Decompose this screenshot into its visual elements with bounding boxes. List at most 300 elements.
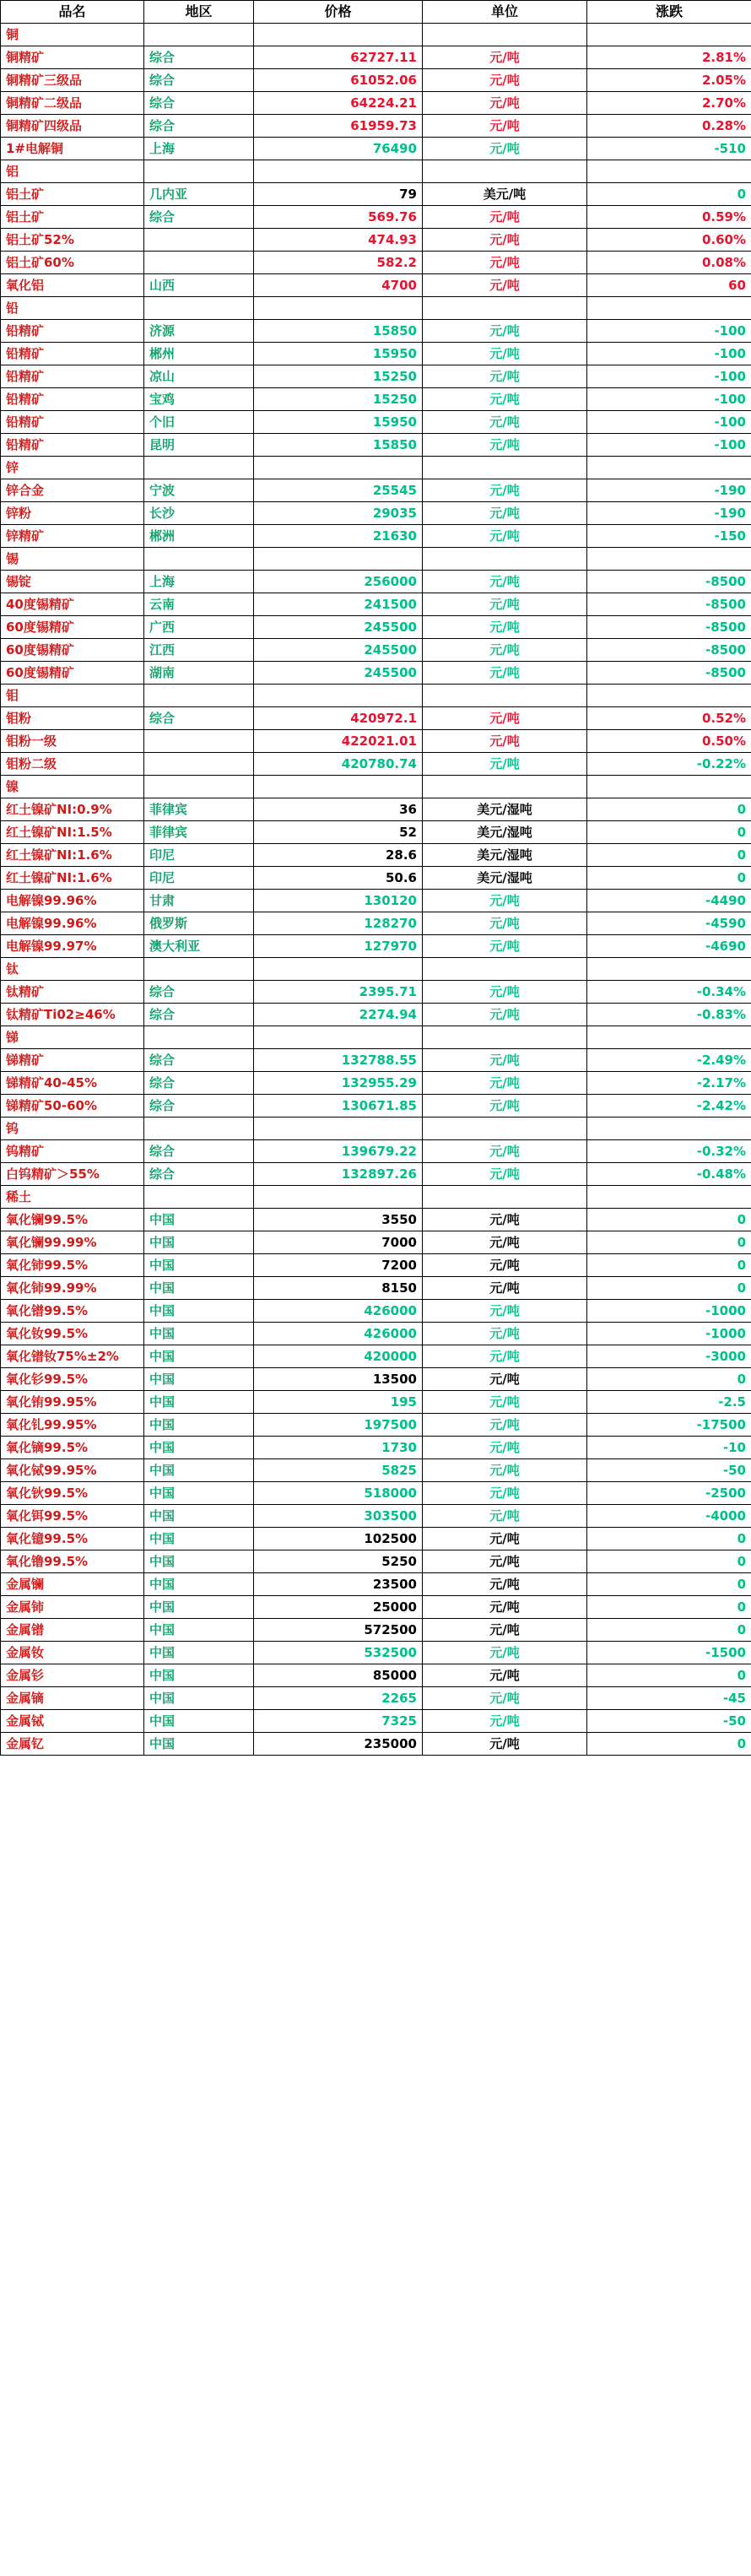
cell-region: 宝鸡 (144, 388, 254, 411)
table-row (1, 935, 751, 958)
cell-price: 2274.94 (254, 1004, 423, 1026)
cell-change: 0.52% (587, 707, 751, 730)
table-row (1, 707, 751, 730)
cell-change: -2.5 (587, 1391, 751, 1414)
cell-unit: 元/吨 (423, 1231, 587, 1254)
cell-product-name: 钼粉 (1, 707, 144, 730)
cell-unit: 元/吨 (423, 1163, 587, 1186)
cell-unit: 元/吨 (423, 274, 587, 297)
group-label: 铝 (1, 160, 144, 183)
cell-change: -4490 (587, 890, 751, 912)
cell-price: 420000 (254, 1345, 423, 1368)
table-row (1, 821, 751, 844)
cell-product-name: 金属钕 (1, 1642, 144, 1664)
cell-region: 综合 (144, 1163, 254, 1186)
table-row (1, 1345, 751, 1368)
table-row (1, 912, 751, 935)
cell-region: 上海 (144, 571, 254, 593)
group-row-empty-cell (423, 297, 587, 320)
group-row-empty-cell (254, 958, 423, 981)
cell-region: 综合 (144, 1095, 254, 1118)
cell-change: 2.70% (587, 92, 751, 115)
table-row (1, 115, 751, 138)
table-row (1, 229, 751, 252)
group-row (1, 1186, 751, 1209)
cell-price: 245500 (254, 662, 423, 685)
cell-unit: 元/吨 (423, 1414, 587, 1437)
cell-product-name: 钛精矿Ti02≥46% (1, 1004, 144, 1026)
cell-change: -100 (587, 365, 751, 388)
table-row (1, 1619, 751, 1642)
cell-product-name: 锌合金 (1, 479, 144, 502)
cell-change: 0 (587, 867, 751, 890)
cell-product-name: 氧化镱99.5% (1, 1528, 144, 1550)
group-row-empty-cell (144, 548, 254, 571)
cell-product-name: 钼粉一级 (1, 730, 144, 753)
cell-product-name: 铝土矿60% (1, 252, 144, 274)
group-row-empty-cell (254, 457, 423, 479)
cell-change: 2.81% (587, 46, 751, 69)
cell-change: 0.60% (587, 229, 751, 252)
cell-unit: 元/吨 (423, 115, 587, 138)
cell-price: 245500 (254, 639, 423, 662)
cell-region: 综合 (144, 1140, 254, 1163)
cell-region (144, 753, 254, 776)
cell-price: 52 (254, 821, 423, 844)
cell-product-name: 金属钐 (1, 1664, 144, 1687)
cell-unit: 元/吨 (423, 206, 587, 229)
group-row-empty-cell (254, 685, 423, 707)
cell-region: 中国 (144, 1368, 254, 1391)
cell-product-name: 金属钇 (1, 1733, 144, 1756)
cell-price: 15850 (254, 320, 423, 343)
cell-price: 3550 (254, 1209, 423, 1231)
cell-unit: 元/吨 (423, 1733, 587, 1756)
cell-change: -0.32% (587, 1140, 751, 1163)
cell-region (144, 252, 254, 274)
cell-unit: 元/吨 (423, 1505, 587, 1528)
cell-change: -0.48% (587, 1163, 751, 1186)
cell-price: 62727.11 (254, 46, 423, 69)
cell-change: -100 (587, 388, 751, 411)
cell-price: 28.6 (254, 844, 423, 867)
cell-change: -1000 (587, 1300, 751, 1323)
cell-price: 518000 (254, 1482, 423, 1505)
group-row-empty-cell (254, 1186, 423, 1209)
cell-price: 23500 (254, 1573, 423, 1596)
cell-price: 572500 (254, 1619, 423, 1642)
cell-change: 0 (587, 183, 751, 206)
cell-region: 中国 (144, 1505, 254, 1528)
group-label: 钨 (1, 1118, 144, 1140)
group-row-empty-cell (254, 776, 423, 798)
cell-product-name: 电解镍99.97% (1, 935, 144, 958)
cell-price: 36 (254, 798, 423, 821)
cell-change: -3000 (587, 1345, 751, 1368)
cell-region: 个旧 (144, 411, 254, 434)
cell-unit: 元/吨 (423, 1209, 587, 1231)
cell-unit: 元/吨 (423, 229, 587, 252)
cell-change: -190 (587, 479, 751, 502)
cell-unit: 元/吨 (423, 890, 587, 912)
group-row-empty-cell (423, 776, 587, 798)
cell-product-name: 红土镍矿NI:0.9% (1, 798, 144, 821)
table-row (1, 1095, 751, 1118)
cell-price: 79 (254, 183, 423, 206)
cell-product-name: 60度锡精矿 (1, 662, 144, 685)
table-row (1, 1550, 751, 1573)
cell-change: -10 (587, 1437, 751, 1459)
cell-unit: 元/吨 (423, 912, 587, 935)
cell-price: 85000 (254, 1664, 423, 1687)
cell-change: 0 (587, 1664, 751, 1687)
table-row (1, 1004, 751, 1026)
group-row-empty-cell (423, 1118, 587, 1140)
column-header-area: 地区 (144, 1, 254, 24)
cell-region (144, 730, 254, 753)
cell-change: 0 (587, 1368, 751, 1391)
cell-price: 532500 (254, 1642, 423, 1664)
cell-change: -8500 (587, 639, 751, 662)
cell-region: 中国 (144, 1664, 254, 1687)
cell-price: 195 (254, 1391, 423, 1414)
group-label: 锑 (1, 1026, 144, 1049)
cell-region: 中国 (144, 1482, 254, 1505)
cell-change: 0 (587, 798, 751, 821)
cell-price: 8150 (254, 1277, 423, 1300)
cell-region: 江西 (144, 639, 254, 662)
cell-product-name: 氧化镨钕75%±2% (1, 1345, 144, 1368)
cell-price: 130120 (254, 890, 423, 912)
table-row (1, 639, 751, 662)
group-row-empty-cell (144, 1186, 254, 1209)
cell-product-name: 红土镍矿NI:1.6% (1, 844, 144, 867)
cell-product-name: 氧化钐99.5% (1, 1368, 144, 1391)
table-row (1, 252, 751, 274)
cell-change: -4000 (587, 1505, 751, 1528)
cell-change: -150 (587, 525, 751, 548)
cell-product-name: 金属铈 (1, 1596, 144, 1619)
table-row (1, 1254, 751, 1277)
cell-unit: 元/吨 (423, 639, 587, 662)
cell-unit: 元/吨 (423, 320, 587, 343)
group-row-empty-cell (587, 160, 751, 183)
group-row-empty-cell (144, 776, 254, 798)
cell-unit: 元/吨 (423, 1368, 587, 1391)
cell-product-name: 金属镧 (1, 1573, 144, 1596)
cell-price: 474.93 (254, 229, 423, 252)
table-row (1, 1437, 751, 1459)
cell-product-name: 氧化铈99.99% (1, 1277, 144, 1300)
cell-price: 420780.74 (254, 753, 423, 776)
table-row (1, 1528, 751, 1550)
group-row-empty-cell (587, 24, 751, 46)
cell-product-name: 60度锡精矿 (1, 616, 144, 639)
cell-unit: 元/吨 (423, 138, 587, 160)
cell-change: 0.50% (587, 730, 751, 753)
cell-change: -8500 (587, 616, 751, 639)
table-row (1, 981, 751, 1004)
cell-product-name: 氧化钕99.5% (1, 1323, 144, 1345)
cell-product-name: 铅精矿 (1, 434, 144, 457)
column-header-name: 品名 (1, 1, 144, 24)
cell-change: 0 (587, 1209, 751, 1231)
group-row-empty-cell (144, 24, 254, 46)
group-row-empty-cell (144, 1026, 254, 1049)
cell-region: 印尼 (144, 844, 254, 867)
cell-region: 宁波 (144, 479, 254, 502)
cell-change: -2.42% (587, 1095, 751, 1118)
table-row (1, 730, 751, 753)
cell-product-name: 金属镝 (1, 1687, 144, 1710)
cell-price: 130671.85 (254, 1095, 423, 1118)
group-row-empty-cell (587, 457, 751, 479)
table-row (1, 593, 751, 616)
cell-change: -190 (587, 502, 751, 525)
table-row (1, 388, 751, 411)
cell-region: 中国 (144, 1231, 254, 1254)
cell-product-name: 锌精矿 (1, 525, 144, 548)
cell-change: 0 (587, 1277, 751, 1300)
cell-region: 菲律宾 (144, 821, 254, 844)
cell-price: 303500 (254, 1505, 423, 1528)
table-row (1, 844, 751, 867)
table-row (1, 1459, 751, 1482)
cell-price: 132897.26 (254, 1163, 423, 1186)
cell-product-name: 铜精矿二级品 (1, 92, 144, 115)
cell-product-name: 铅精矿 (1, 320, 144, 343)
cell-product-name: 铅精矿 (1, 388, 144, 411)
cell-unit: 元/吨 (423, 753, 587, 776)
table-row (1, 365, 751, 388)
cell-unit: 元/吨 (423, 662, 587, 685)
cell-product-name: 氧化铈99.5% (1, 1254, 144, 1277)
cell-change: 0 (587, 1733, 751, 1756)
table-row (1, 867, 751, 890)
cell-region: 中国 (144, 1687, 254, 1710)
cell-change: -8500 (587, 662, 751, 685)
cell-price: 256000 (254, 571, 423, 593)
cell-price: 422021.01 (254, 730, 423, 753)
cell-price: 15850 (254, 434, 423, 457)
cell-change: -0.83% (587, 1004, 751, 1026)
group-row-empty-cell (587, 776, 751, 798)
cell-price: 50.6 (254, 867, 423, 890)
group-row-empty-cell (587, 297, 751, 320)
cell-price: 5825 (254, 1459, 423, 1482)
cell-change: -1000 (587, 1323, 751, 1345)
table-row (1, 753, 751, 776)
group-row (1, 297, 751, 320)
cell-region: 甘肃 (144, 890, 254, 912)
group-row-empty-cell (587, 685, 751, 707)
cell-region: 济源 (144, 320, 254, 343)
cell-product-name: 氧化镝99.5% (1, 1437, 144, 1459)
table-row (1, 1140, 751, 1163)
group-row (1, 776, 751, 798)
cell-region: 中国 (144, 1596, 254, 1619)
cell-product-name: 铜精矿三级品 (1, 69, 144, 92)
cell-price: 61052.06 (254, 69, 423, 92)
cell-price: 128270 (254, 912, 423, 935)
group-row-empty-cell (423, 958, 587, 981)
cell-region: 印尼 (144, 867, 254, 890)
cell-region: 综合 (144, 707, 254, 730)
cell-unit: 元/吨 (423, 1049, 587, 1072)
cell-region: 中国 (144, 1550, 254, 1573)
group-row-empty-cell (423, 160, 587, 183)
table-row (1, 1300, 751, 1323)
cell-change: -8500 (587, 571, 751, 593)
cell-change: 0.08% (587, 252, 751, 274)
cell-product-name: 锑精矿 (1, 1049, 144, 1072)
cell-region: 中国 (144, 1277, 254, 1300)
cell-change: -45 (587, 1687, 751, 1710)
group-row-empty-cell (144, 958, 254, 981)
cell-region: 综合 (144, 1072, 254, 1095)
cell-region: 上海 (144, 138, 254, 160)
cell-change: 0 (587, 1528, 751, 1550)
cell-region: 综合 (144, 206, 254, 229)
cell-change: 0 (587, 1573, 751, 1596)
cell-region: 中国 (144, 1710, 254, 1733)
cell-unit: 美元/湿吨 (423, 798, 587, 821)
cell-unit: 元/吨 (423, 1710, 587, 1733)
table-row (1, 571, 751, 593)
cell-unit: 美元/吨 (423, 183, 587, 206)
cell-price: 21630 (254, 525, 423, 548)
cell-change: -4590 (587, 912, 751, 935)
group-row-empty-cell (254, 1026, 423, 1049)
cell-region: 中国 (144, 1414, 254, 1437)
table-row (1, 434, 751, 457)
table-row (1, 320, 751, 343)
cell-price: 15950 (254, 343, 423, 365)
cell-price: 7000 (254, 1231, 423, 1254)
cell-region: 中国 (144, 1254, 254, 1277)
cell-change: -0.34% (587, 981, 751, 1004)
cell-unit: 元/吨 (423, 479, 587, 502)
group-row-empty-cell (587, 548, 751, 571)
cell-product-name: 铅精矿 (1, 343, 144, 365)
cell-unit: 元/吨 (423, 981, 587, 1004)
cell-product-name: 氧化铝 (1, 274, 144, 297)
table-row (1, 1687, 751, 1710)
cell-product-name: 氧化镧99.99% (1, 1231, 144, 1254)
table-row (1, 183, 751, 206)
cell-region: 中国 (144, 1573, 254, 1596)
cell-price: 25545 (254, 479, 423, 502)
table-row (1, 92, 751, 115)
cell-region: 中国 (144, 1391, 254, 1414)
cell-unit: 元/吨 (423, 1254, 587, 1277)
cell-price: 5250 (254, 1550, 423, 1573)
table-row (1, 1642, 751, 1664)
table-row (1, 1323, 751, 1345)
cell-product-name: 铅精矿 (1, 365, 144, 388)
table-row (1, 1733, 751, 1756)
cell-region: 综合 (144, 981, 254, 1004)
cell-price: 61959.73 (254, 115, 423, 138)
cell-product-name: 电解镍99.96% (1, 890, 144, 912)
table-row (1, 1072, 751, 1095)
cell-unit: 元/吨 (423, 343, 587, 365)
cell-unit: 元/吨 (423, 1573, 587, 1596)
cell-product-name: 40度锡精矿 (1, 593, 144, 616)
cell-unit: 元/吨 (423, 388, 587, 411)
cell-region: 综合 (144, 69, 254, 92)
cell-price: 15950 (254, 411, 423, 434)
group-row-empty-cell (144, 685, 254, 707)
cell-price: 7325 (254, 1710, 423, 1733)
table-row (1, 502, 751, 525)
group-row-empty-cell (423, 685, 587, 707)
cell-region: 中国 (144, 1459, 254, 1482)
cell-region: 几内亚 (144, 183, 254, 206)
cell-region: 澳大利亚 (144, 935, 254, 958)
cell-region: 中国 (144, 1300, 254, 1323)
table-row (1, 1049, 751, 1072)
group-row-empty-cell (144, 297, 254, 320)
cell-unit: 元/吨 (423, 1550, 587, 1573)
cell-price: 569.76 (254, 206, 423, 229)
group-row-empty-cell (423, 548, 587, 571)
group-row-empty-cell (144, 160, 254, 183)
group-row-empty-cell (423, 1186, 587, 1209)
cell-price: 245500 (254, 616, 423, 639)
cell-change: 0.28% (587, 115, 751, 138)
table-row (1, 1209, 751, 1231)
cell-region: 综合 (144, 1004, 254, 1026)
cell-price: 64224.21 (254, 92, 423, 115)
cell-region: 长沙 (144, 502, 254, 525)
cell-unit: 美元/湿吨 (423, 821, 587, 844)
cell-product-name: 铜精矿 (1, 46, 144, 69)
cell-change: -100 (587, 434, 751, 457)
cell-product-name: 氧化铒99.5% (1, 1505, 144, 1528)
cell-unit: 元/吨 (423, 1323, 587, 1345)
cell-price: 420972.1 (254, 707, 423, 730)
cell-change: 2.05% (587, 69, 751, 92)
cell-unit: 元/吨 (423, 502, 587, 525)
cell-product-name: 氧化铕99.95% (1, 1391, 144, 1414)
cell-product-name: 电解镍99.96% (1, 912, 144, 935)
cell-price: 426000 (254, 1300, 423, 1323)
cell-unit: 元/吨 (423, 1004, 587, 1026)
cell-unit: 元/吨 (423, 1687, 587, 1710)
cell-price: 2395.71 (254, 981, 423, 1004)
table-row (1, 1710, 751, 1733)
cell-region: 中国 (144, 1642, 254, 1664)
table-row (1, 662, 751, 685)
group-row-empty-cell (423, 457, 587, 479)
table-row (1, 1277, 751, 1300)
cell-product-name: 氧化钆99.95% (1, 1414, 144, 1437)
group-row-empty-cell (254, 1118, 423, 1140)
cell-price: 25000 (254, 1596, 423, 1619)
table-row (1, 525, 751, 548)
cell-price: 15250 (254, 365, 423, 388)
cell-product-name: 60度锡精矿 (1, 639, 144, 662)
cell-price: 7200 (254, 1254, 423, 1277)
cell-price: 139679.22 (254, 1140, 423, 1163)
cell-unit: 元/吨 (423, 434, 587, 457)
cell-product-name: 红土镍矿NI:1.6% (1, 867, 144, 890)
cell-region: 昆明 (144, 434, 254, 457)
cell-change: 0 (587, 1596, 751, 1619)
group-label: 稀土 (1, 1186, 144, 1209)
cell-change: -2.49% (587, 1049, 751, 1072)
